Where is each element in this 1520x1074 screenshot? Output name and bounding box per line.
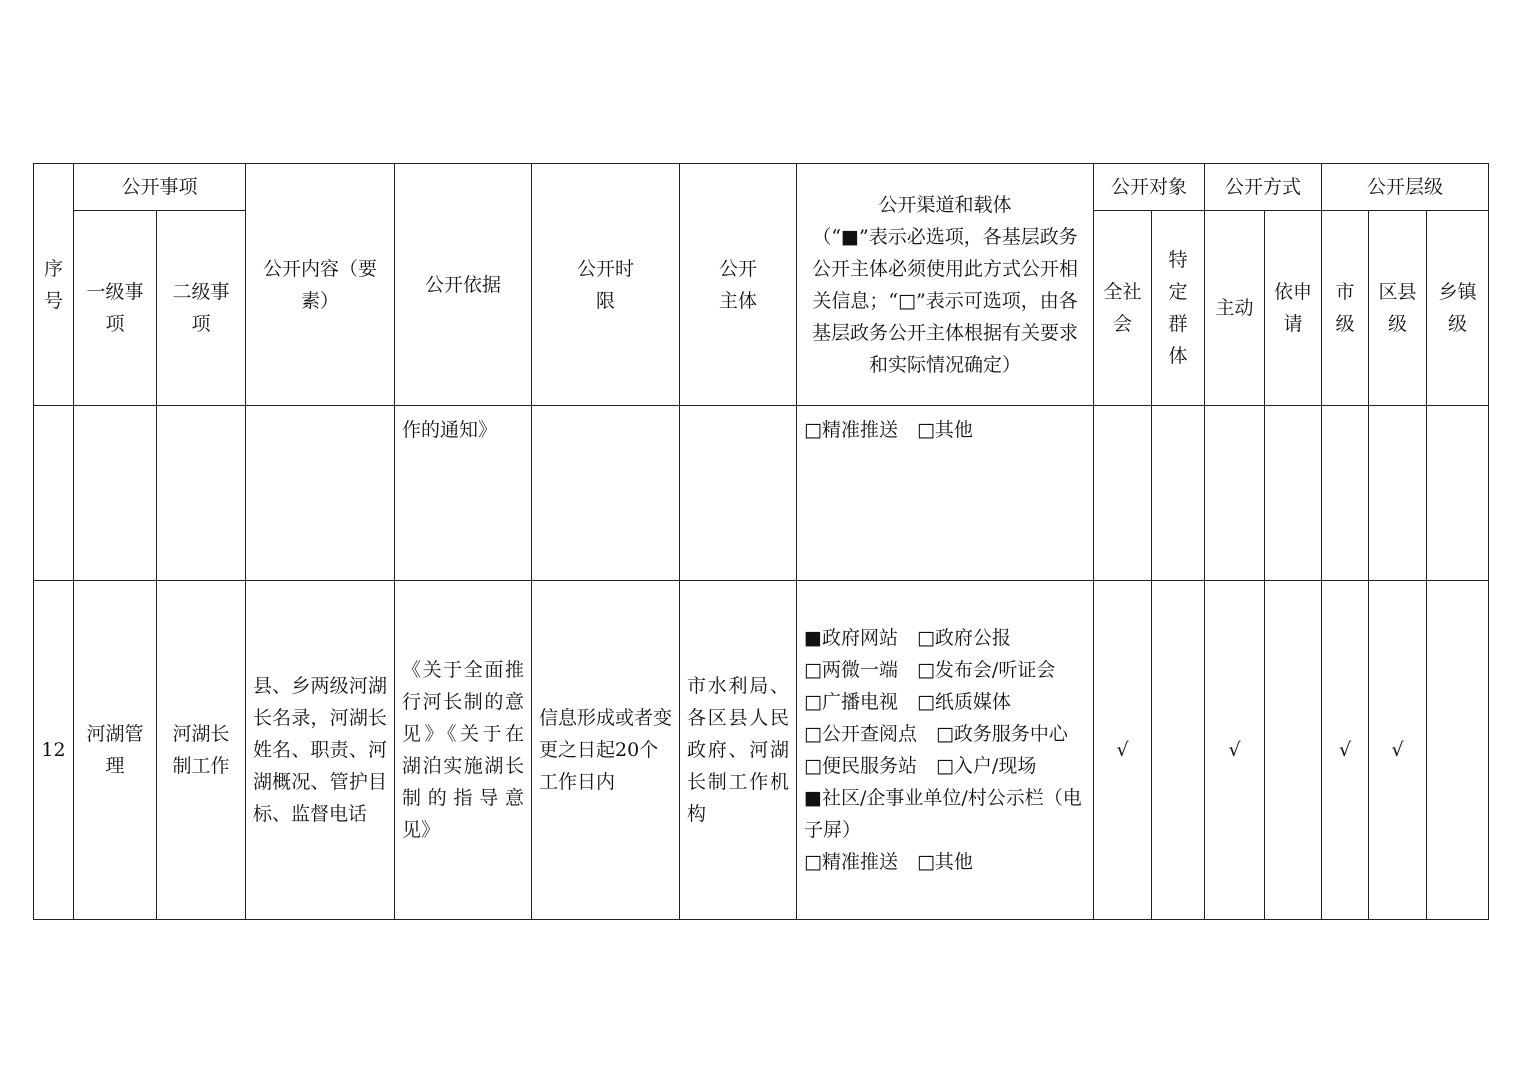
header-mode-request: 依申请	[1265, 211, 1322, 406]
header-channel-title: 公开渠道和载体	[878, 193, 1012, 216]
cell-empty	[1205, 406, 1265, 581]
channel-line: □公开查阅点 □政务服务中心	[804, 723, 1068, 745]
cell-empty	[1322, 406, 1369, 581]
row12-level2: 河湖长制工作	[157, 581, 246, 920]
row12-target-specific	[1152, 581, 1205, 920]
channel-line: □两微一端 □发布会/听证会	[804, 659, 1056, 681]
header-mode-group: 公开方式	[1205, 164, 1322, 211]
header-level-district: 区县级	[1369, 211, 1427, 406]
row12-level-town	[1427, 581, 1489, 920]
header-row-1	[34, 164, 1489, 211]
channel-line: □广播电视 □纸质媒体	[804, 691, 1011, 713]
row12-subject: 市水利局、各区县人民政府、河湖长制工作机构	[680, 581, 797, 920]
cell-empty	[1152, 406, 1205, 581]
cell-empty	[680, 406, 797, 581]
header-time-limit: 公开时限	[532, 164, 680, 406]
header-channel-note: （“■”表示必选项，各基层政务公开主体必须使用此方式公开相关信息；“□”表示可选项，由各基层政务公开主体根据有关要求和实际情况确定）	[812, 225, 1079, 376]
continuation-channels: □精准推送 □其他	[797, 406, 1094, 581]
row12-content: 县、乡两级河湖长名录，河湖长姓名、职责、河湖概况、管护目标、监督电话	[246, 581, 395, 920]
channel-line: □精准推送 □其他	[804, 851, 973, 873]
channel-line: □便民服务站 □入户/现场	[804, 755, 1037, 777]
header-target-all: 全社会	[1094, 211, 1152, 406]
row12-basis: 《关于全面推行河长制的意见》《关于在湖泊实施湖长制的指导意见》	[395, 581, 532, 920]
cell-empty	[246, 406, 395, 581]
row12-level1: 河湖管理	[74, 581, 157, 920]
header-seq: 序号	[34, 164, 74, 406]
row12-target-all: √	[1094, 581, 1152, 920]
row12-level-city: √	[1322, 581, 1369, 920]
cell-empty	[1427, 406, 1489, 581]
cell-empty	[1094, 406, 1152, 581]
row12-mode-request	[1265, 581, 1322, 920]
channel-line: ■政府网站 □政府公报	[804, 627, 1011, 649]
header-target-group: 公开对象	[1094, 164, 1205, 211]
cell-empty	[1265, 406, 1322, 581]
cell-empty	[34, 406, 74, 581]
header-basis: 公开依据	[395, 164, 532, 406]
row12-level-district: √	[1369, 581, 1427, 920]
header-subject: 公开主体	[680, 164, 797, 406]
header-level2: 二级事项	[157, 211, 246, 406]
row12-time-limit: 信息形成或者变更之日起20个工作日内	[532, 581, 680, 920]
table-row-12	[34, 581, 1489, 920]
cell-empty	[157, 406, 246, 581]
header-items-group: 公开事项	[74, 164, 246, 211]
continuation-row	[34, 406, 1489, 581]
cell-empty	[74, 406, 157, 581]
header-content: 公开内容（要素）	[246, 164, 395, 406]
header-level1: 一级事项	[74, 211, 157, 406]
cell-empty	[532, 406, 680, 581]
channel-line: ■社区/企事业单位/村公示栏（电子屏）	[804, 787, 1082, 841]
row12-channels	[797, 581, 1094, 920]
disclosure-table	[33, 163, 1489, 920]
row12-seq: 12	[34, 581, 74, 920]
row12-mode-active: √	[1205, 581, 1265, 920]
header-level-group: 公开层级	[1322, 164, 1489, 211]
header-channel	[797, 164, 1094, 406]
header-level-city: 市级	[1322, 211, 1369, 406]
cell-empty	[1369, 406, 1427, 581]
header-mode-active: 主动	[1205, 211, 1265, 406]
header-level-town: 乡镇级	[1427, 211, 1489, 406]
header-target-specific: 特定群体	[1152, 211, 1205, 406]
continuation-basis: 作的通知》	[395, 406, 532, 581]
